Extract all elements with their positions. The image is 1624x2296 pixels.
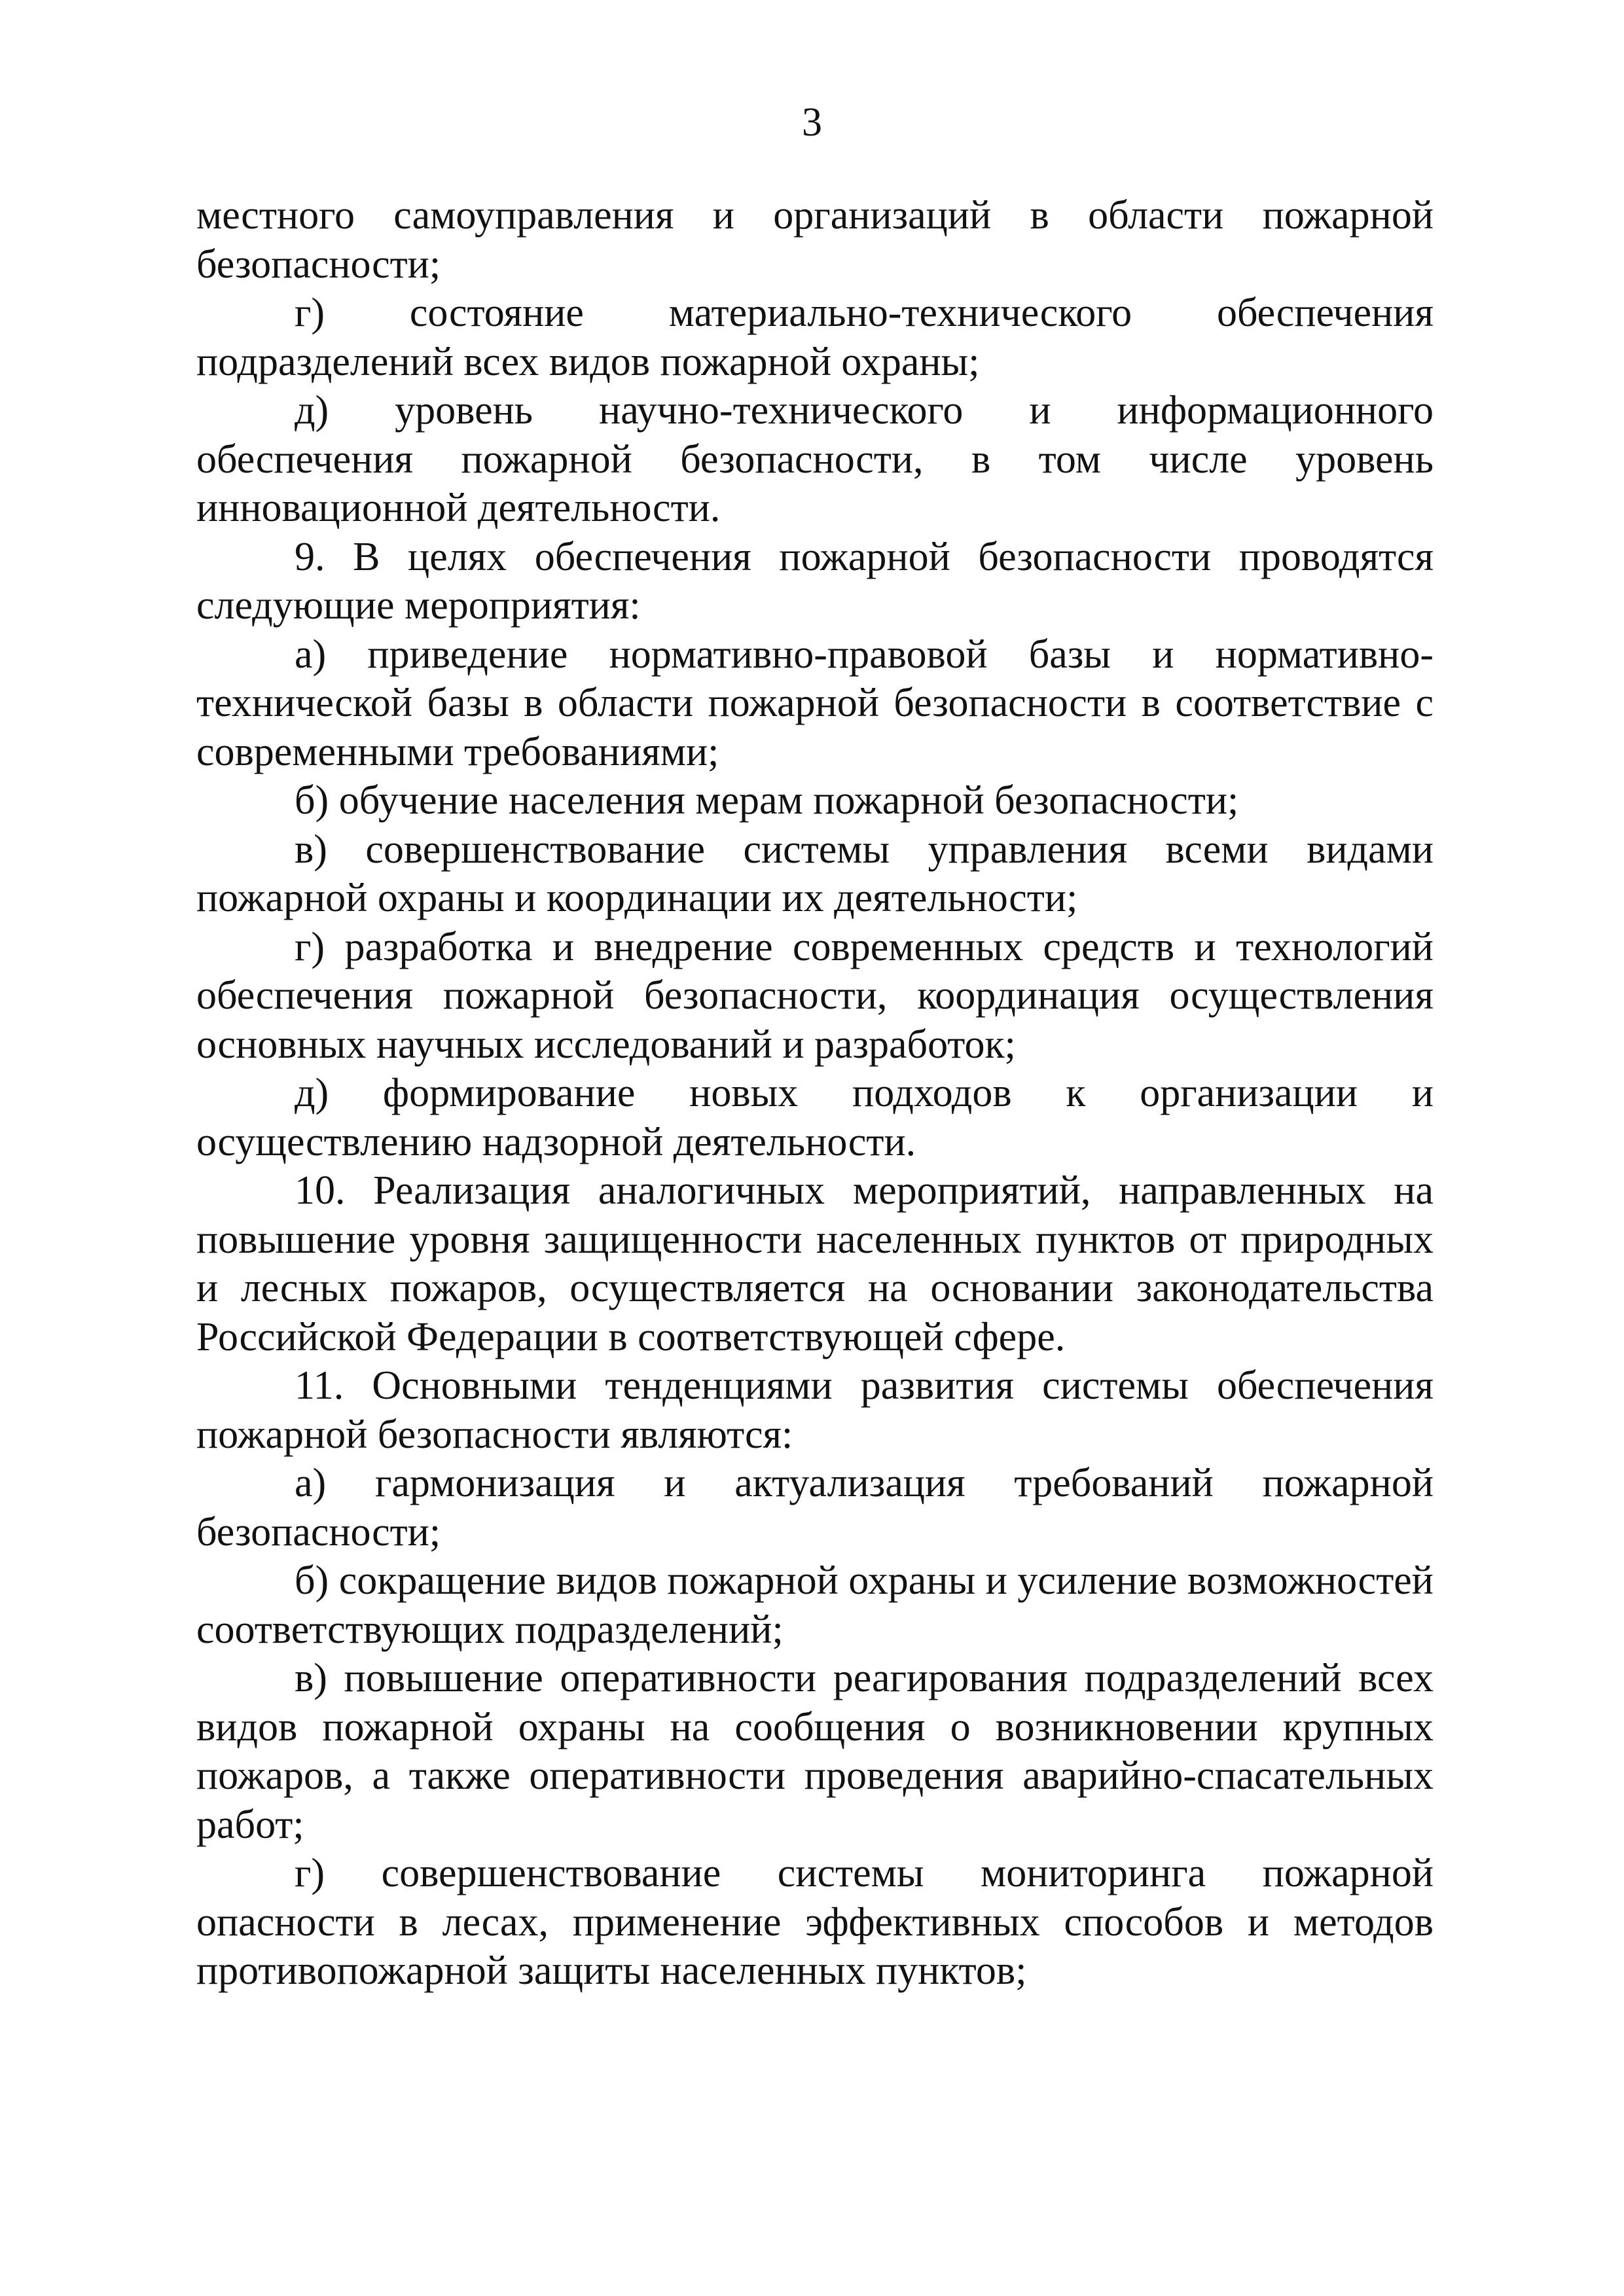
paragraph-item-d-research: д) уровень научно-технического и информационного обеспечения пожарной безопасности, в том числе уровень инновационной деятельности. xyxy=(196,388,1434,530)
paragraph-item-g-development: г) разработка и внедрение современных средств и технологий обеспечения пожарной безопасности, координация осуществления основных научных исследований и разработок; xyxy=(196,924,1434,1067)
paragraph-clause-10: 10. Реализация аналогичных мероприятий, направленных на повышение уровня защищенности населенных пунктов от природных и лесных пожаров, осуществляется на основании законодательства Российской Федерации в соответствующей сфере. xyxy=(196,1168,1434,1359)
paragraph-clause-9: 9. В целях обеспечения пожарной безопасности проводятся следующие мероприятия: xyxy=(196,534,1434,628)
paragraph-item-g-equipment: г) состояние материально-технического обеспечения подразделений всех видов пожарной охраны; xyxy=(196,291,1434,384)
document-body xyxy=(196,191,1434,1996)
paragraph-item-b-training: б) обучение населения мерам пожарной безопасности; xyxy=(295,778,1239,823)
paragraph-item-b-reduction: б) сокращение видов пожарной охраны и усиление возможностей соответствующих подразделений; xyxy=(196,1558,1434,1652)
paragraph-item-v-response: в) повышение оперативности реагирования подразделений всех видов пожарной охраны на сообщения о возникновении крупных пожаров, а также оперативности проведения аварийно-спасательных работ; xyxy=(196,1656,1434,1847)
paragraph-clause-11: 11. Основными тенденциями развития системы обеспечения пожарной безопасности являются: xyxy=(196,1363,1434,1457)
page-number: 3 xyxy=(802,100,822,145)
paragraph-item-v-management: в) совершенствование системы управления всеми видами пожарной охраны и координации их деятельности; xyxy=(196,827,1434,920)
paragraph-item-d-supervision: д) формирование новых подходов к организации и осуществлению надзорной деятельности. xyxy=(196,1071,1434,1164)
paragraph-item-a-normative-base: а) приведение нормативно-правовой базы и нормативно-технической базы в области пожарной безопасности в соответствие с современными требованиями; xyxy=(196,632,1434,774)
paragraph-item-g-monitoring: г) совершенствование системы мониторинга пожарной опасности в лесах, применение эффективных способов и методов противопожарной защиты населенных пунктов; xyxy=(196,1851,1434,1993)
paragraph-continuation: местного самоуправления и организаций в области пожарной безопасности; xyxy=(196,193,1434,287)
paragraph-item-a-harmonization: а) гармонизация и актуализация требований пожарной безопасности; xyxy=(196,1461,1434,1554)
